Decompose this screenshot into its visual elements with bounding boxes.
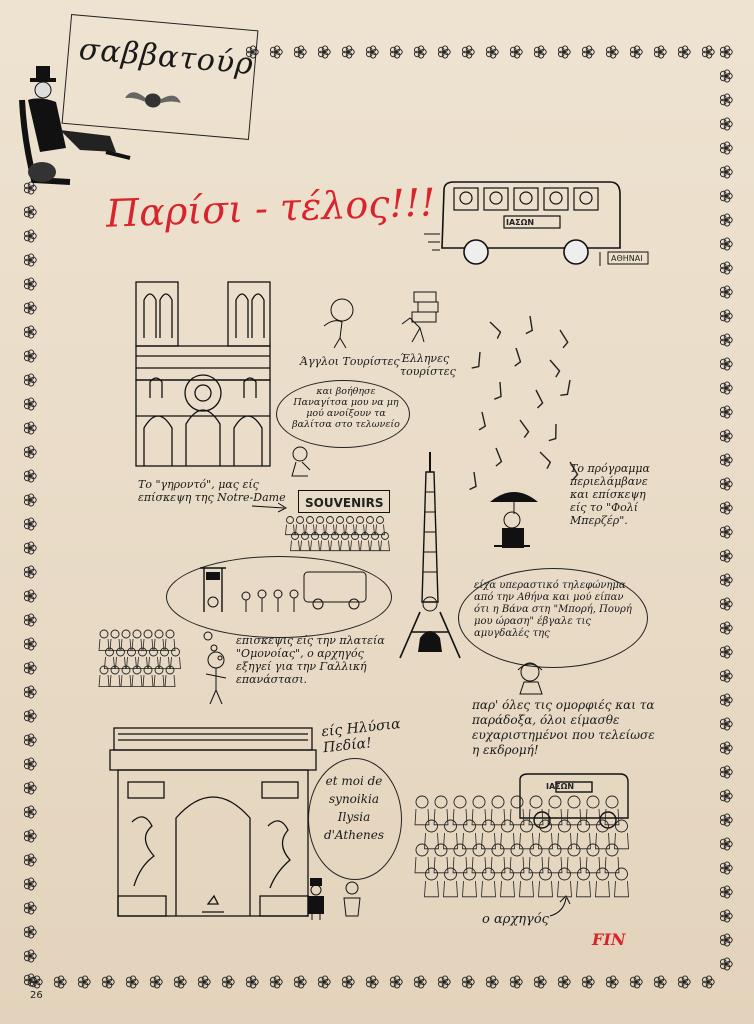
crowd-person-head [357, 517, 364, 524]
crowd-person-head [454, 796, 466, 808]
crowd-person-head [307, 517, 314, 524]
crowd-person-head [347, 517, 354, 524]
border-flower [606, 976, 618, 988]
tourist-crowd-bottom [414, 794, 644, 902]
border-flower [294, 976, 306, 988]
border-flower [462, 976, 474, 988]
border-flower [720, 334, 732, 346]
border-flower [294, 46, 306, 58]
crowd-person-head [155, 630, 163, 638]
border-flower [630, 46, 642, 58]
border-flower [720, 526, 732, 538]
border-flower [720, 430, 732, 442]
border-flower [438, 46, 450, 58]
dancer-leg [494, 382, 504, 401]
crowd-person-body [331, 541, 340, 551]
umbrella-man-illustration [484, 484, 554, 554]
crowd-person-head [511, 844, 523, 856]
border-flower [24, 758, 36, 770]
border-flower [366, 976, 378, 988]
border-flower [24, 926, 36, 938]
border-flower [24, 566, 36, 578]
french-text: et moi de synoikia Ilysia d'Athenes [323, 774, 385, 842]
crowd-person-body [143, 675, 153, 687]
dancer-leg [560, 379, 573, 398]
border-flower [558, 976, 570, 988]
crowd-person-body [291, 541, 300, 551]
crowd-person-body [520, 881, 534, 897]
crowd-person-head [549, 796, 561, 808]
border-flower [582, 976, 594, 988]
border-flower [24, 854, 36, 866]
border-flower [720, 694, 732, 706]
crowd-person-head [597, 868, 609, 880]
crowd-person-head [587, 796, 599, 808]
border-flower [390, 976, 402, 988]
crowd-person-head [473, 844, 485, 856]
crowd-person-head [332, 533, 339, 540]
dancer-leg [558, 329, 569, 348]
border-flower [720, 574, 732, 586]
crowd-person-body [341, 541, 350, 551]
border-flower [246, 976, 258, 988]
crowd-person-head [521, 820, 533, 832]
crowd-person-body [351, 541, 360, 551]
elysees-caption: είς Ηλύσια Πεδία! [320, 716, 402, 757]
border-flower [24, 206, 36, 218]
crowd-person-body [165, 675, 175, 687]
omonia-caption: επισκεψις είς την πλατεία "Ομονοίας", ο αρχηγός εξηγεί για την Γαλλική επανάστασι. [236, 634, 385, 686]
border-flower [222, 976, 234, 988]
border-flower [606, 46, 618, 58]
crowd-person-body [381, 541, 390, 551]
crowd-person-head [445, 820, 457, 832]
border-flower [24, 302, 36, 314]
woman-figure [514, 660, 548, 696]
crowd-person-head [372, 533, 379, 540]
border-flower [720, 406, 732, 418]
border-flower [24, 494, 36, 506]
crowd-person-head [568, 796, 580, 808]
border-flower [24, 950, 36, 962]
border-flower [720, 550, 732, 562]
crowd-person-head [435, 796, 447, 808]
crowd-person-head [352, 533, 359, 540]
border-flower [720, 142, 732, 154]
dancer-leg [494, 448, 502, 467]
crowd-person-body [463, 881, 477, 897]
border-flower [24, 806, 36, 818]
border-flower [720, 622, 732, 634]
crowd-person-body [425, 881, 439, 897]
notre-dame-illustration [134, 278, 274, 468]
border-flower [720, 118, 732, 130]
border-flower [720, 790, 732, 802]
guillotine-scene [196, 562, 376, 624]
crowd-person-body [110, 675, 120, 687]
border-flower [24, 446, 36, 458]
border-flower [720, 934, 732, 946]
crowd-person-head [111, 630, 119, 638]
border-flower [174, 976, 186, 988]
border-flower [702, 46, 714, 58]
dancer-leg [514, 348, 521, 366]
crowd-person-head [144, 630, 152, 638]
border-flower [720, 742, 732, 754]
page-number: 26 [30, 990, 43, 1001]
crowd-person-head [317, 517, 324, 524]
crowd-person-head [327, 517, 334, 524]
notre-dame-caption: Το "γηροντό", μας είς επίσκεψη της Notre-Dame [138, 478, 286, 504]
crowd-person-head [155, 666, 163, 674]
column-title: σαββατούρ [77, 31, 256, 83]
crowd-person-head [578, 820, 590, 832]
arrow-to-leader [546, 894, 576, 920]
bus-top-sign: ΑΘΗΝΑΙ [611, 254, 643, 263]
border-flower [24, 278, 36, 290]
crowd-person-head [530, 844, 542, 856]
crowd-person-body [121, 675, 131, 687]
crowd-person-head [454, 844, 466, 856]
crowd-person-head [166, 666, 174, 674]
border-flower [486, 976, 498, 988]
crowd-person-head [144, 666, 152, 674]
border-flower [720, 910, 732, 922]
border-flower [534, 976, 546, 988]
crowd-person-head [464, 868, 476, 880]
border-flower [24, 614, 36, 626]
border-flower [126, 976, 138, 988]
border-flower [24, 590, 36, 602]
crowd-person-head [568, 844, 580, 856]
crowd-person-head [128, 648, 136, 656]
souvenir-crowd [282, 512, 392, 554]
crowd-person-head [464, 820, 476, 832]
border-flower [462, 46, 474, 58]
eiffel-tower-illustration [398, 452, 462, 664]
crowd-person-head [483, 820, 495, 832]
border-flower [720, 166, 732, 178]
border-flower [24, 422, 36, 434]
border-flower [582, 46, 594, 58]
dancer-leg [479, 412, 486, 430]
border-flower [510, 46, 522, 58]
crowd-person-body [99, 675, 109, 687]
crowd-person-head [150, 648, 158, 656]
crowd-person-head [122, 666, 130, 674]
border-flower [720, 46, 732, 58]
border-flower [720, 838, 732, 850]
crowd-person-head [337, 517, 344, 524]
frenchman-and-tourist [300, 876, 370, 922]
dancer-leg [518, 419, 530, 438]
crowd-person-head [616, 820, 628, 832]
border-flower [24, 254, 36, 266]
crowd-person-head [161, 648, 169, 656]
border-flower [24, 638, 36, 650]
dancer-leg [472, 351, 484, 370]
crowd-person-head [502, 868, 514, 880]
border-flower [720, 238, 732, 250]
crowd-person-head [139, 648, 147, 656]
crowd-person-head [122, 630, 130, 638]
crowd-person-head [502, 820, 514, 832]
border-flower [720, 286, 732, 298]
crowd-person-head [521, 868, 533, 880]
arc-de-triomphe-illustration [108, 726, 318, 918]
crowd-person-head [166, 630, 174, 638]
border-flower [24, 542, 36, 554]
border-flower [270, 976, 282, 988]
border-flower [720, 670, 732, 682]
crowd-person-body [154, 675, 164, 687]
dancer-leg [548, 358, 561, 377]
border-flower [720, 502, 732, 514]
crowd-person-head [287, 517, 294, 524]
crowd-person-head [172, 648, 180, 656]
border-flower [150, 976, 162, 988]
crowd-person-head [133, 666, 141, 674]
crowd-person-body [371, 541, 380, 551]
border-flower [720, 886, 732, 898]
crowd-person-head [416, 796, 428, 808]
border-flower [720, 190, 732, 202]
border-flower [198, 976, 210, 988]
border-flower [318, 46, 330, 58]
border-flower [486, 46, 498, 58]
border-flower [720, 718, 732, 730]
crowd-person-head [292, 533, 299, 540]
cherub-icon [122, 84, 184, 117]
border-flower [24, 230, 36, 242]
bus-top-plate: ΙΑΣΩΝ [506, 218, 535, 227]
dancer-leg [549, 423, 560, 442]
greek-tourist-figure [396, 288, 446, 344]
fin-label: FIN [592, 930, 626, 949]
border-flower [510, 976, 522, 988]
crowd-person-body [311, 541, 320, 551]
crowd-person-head [492, 844, 504, 856]
crowd-person-head [382, 533, 389, 540]
border-flower [24, 326, 36, 338]
crowd-person-head [322, 533, 329, 540]
border-flower [720, 262, 732, 274]
border-flower [342, 46, 354, 58]
crowd-person-head [616, 868, 628, 880]
border-flower [438, 976, 450, 988]
border-flower [558, 46, 570, 58]
bus-bottom-plate: ΙΑΣΩΝ [546, 782, 575, 791]
border-flower [720, 382, 732, 394]
crowd-person-head [530, 796, 542, 808]
crowd-person-head [342, 533, 349, 540]
crowd-person-body [132, 675, 142, 687]
dancer-leg [534, 389, 543, 408]
border-flower [102, 976, 114, 988]
border-flower [720, 958, 732, 970]
border-flower [720, 214, 732, 226]
crowd-person-body [615, 881, 629, 897]
phone-call-text: είχα υπεραστικό τηλεφώνημα από την Αθήνα και μού είπαν ότι η Βάνα στη "Μπορή, Πουρή μου ώραση" έβγαλε τις αμυγδαλές της [474, 580, 632, 639]
crowd-person-body [321, 541, 330, 551]
crowd-person-head [100, 666, 108, 674]
border-flower [24, 374, 36, 386]
crowd-person-head [445, 868, 457, 880]
crowd-person-head [606, 796, 618, 808]
border-flower [720, 646, 732, 658]
dancer-leg [538, 450, 552, 469]
crowd-person-head [606, 844, 618, 856]
crowd-person-body [444, 881, 458, 897]
border-flower [720, 310, 732, 322]
border-flower [720, 766, 732, 778]
ending-caption: παρ' όλες τις ομορφιές και τα παράδοξα, όλοι είμασθε ευχαριστημένοι που τελείωσε η εκδρομή! [472, 698, 655, 757]
souvenirs-label: SOUVENIRS [305, 496, 384, 510]
crowd-person-head [559, 820, 571, 832]
crowd-person-head [117, 648, 125, 656]
border-flower [24, 782, 36, 794]
crowd-person-head [100, 630, 108, 638]
border-flower [24, 710, 36, 722]
border-flower [534, 46, 546, 58]
border-flower [720, 94, 732, 106]
crowd-person-head [549, 844, 561, 856]
crowd-person-head [597, 820, 609, 832]
border-flower [720, 478, 732, 490]
crowd-person-body [596, 881, 610, 897]
dancer-leg [470, 472, 478, 491]
crowd-person-head [362, 533, 369, 540]
border-flower [24, 734, 36, 746]
column-title-card [62, 14, 259, 140]
crowd-person-head [511, 796, 523, 808]
arrow-to-souvenirs [250, 500, 290, 514]
border-flower [720, 358, 732, 370]
border-flower [390, 46, 402, 58]
crowd-person-head [540, 868, 552, 880]
crowd-person-body [301, 541, 310, 551]
border-flower [24, 662, 36, 674]
border-flower [24, 470, 36, 482]
kneeling-figure [282, 444, 318, 482]
border-flower [702, 976, 714, 988]
crowd-person-head [312, 533, 319, 540]
crowd-person-head [578, 868, 590, 880]
border-flower [720, 598, 732, 610]
border-flower [24, 830, 36, 842]
guide-figure [196, 650, 236, 706]
english-tourist-figure [320, 298, 360, 348]
crowd-person-body [577, 881, 591, 897]
crowd-person-head [540, 820, 552, 832]
border-flower [720, 70, 732, 82]
border-flower [366, 46, 378, 58]
crowd-person-head [492, 796, 504, 808]
crowd-person-body [501, 881, 515, 897]
border-flower [678, 46, 690, 58]
border-flower [270, 46, 282, 58]
crowd-person-head [133, 630, 141, 638]
border-flower [78, 976, 90, 988]
crowd-person-head [377, 517, 384, 524]
crowd-person-head [111, 666, 119, 674]
border-flower [24, 902, 36, 914]
souvenirs-sign [298, 490, 390, 513]
crowd-person-body [361, 541, 370, 551]
border-flower [24, 350, 36, 362]
border-flower [654, 46, 666, 58]
border-flower [24, 878, 36, 890]
dancer-leg [488, 320, 502, 339]
border-flower [24, 398, 36, 410]
border-flower [678, 976, 690, 988]
border-flower [630, 976, 642, 988]
crowd-person-head [473, 796, 485, 808]
crowd-person-head [483, 868, 495, 880]
omonia-crowd [96, 626, 186, 690]
crowd-person-head [426, 868, 438, 880]
program-caption: Το πρόγραμμα περιελάμβανε και επίσκεψη είς το "Φολί Μπερζέρ". [570, 462, 650, 527]
crowd-person-head [297, 517, 304, 524]
border-flower [24, 686, 36, 698]
prayer-text: και βοήθησε Παναγίτσα μου να μη μού ανοίξουν τα βαλίτσα στο τελωνείο [292, 386, 400, 430]
border-flower [24, 518, 36, 530]
border-flower [654, 976, 666, 988]
border-flower [414, 46, 426, 58]
crowd-person-head [435, 844, 447, 856]
border-flower [318, 976, 330, 988]
crowd-person-head [559, 868, 571, 880]
border-flower [720, 862, 732, 874]
border-flower [414, 976, 426, 988]
border-flower [54, 976, 66, 988]
border-flower [342, 976, 354, 988]
crowd-person-head [302, 533, 309, 540]
crowd-person-head [587, 844, 599, 856]
main-title: Παρίσι - τέλος!!! [105, 180, 437, 236]
crowd-person-body [482, 881, 496, 897]
crowd-person-head [416, 844, 428, 856]
crowd-person-head [367, 517, 374, 524]
greek-tourists-label: Έλληνες τουρίστες [400, 352, 456, 378]
border-flower [720, 454, 732, 466]
crowd-person-head [106, 648, 114, 656]
leader-caption: ο αρχηγός [482, 912, 549, 927]
border-flower [720, 814, 732, 826]
dancer-leg [526, 316, 534, 335]
crowd-person-head [426, 820, 438, 832]
english-tourists-label: Άγγλοι Τουρίστες [300, 355, 400, 368]
